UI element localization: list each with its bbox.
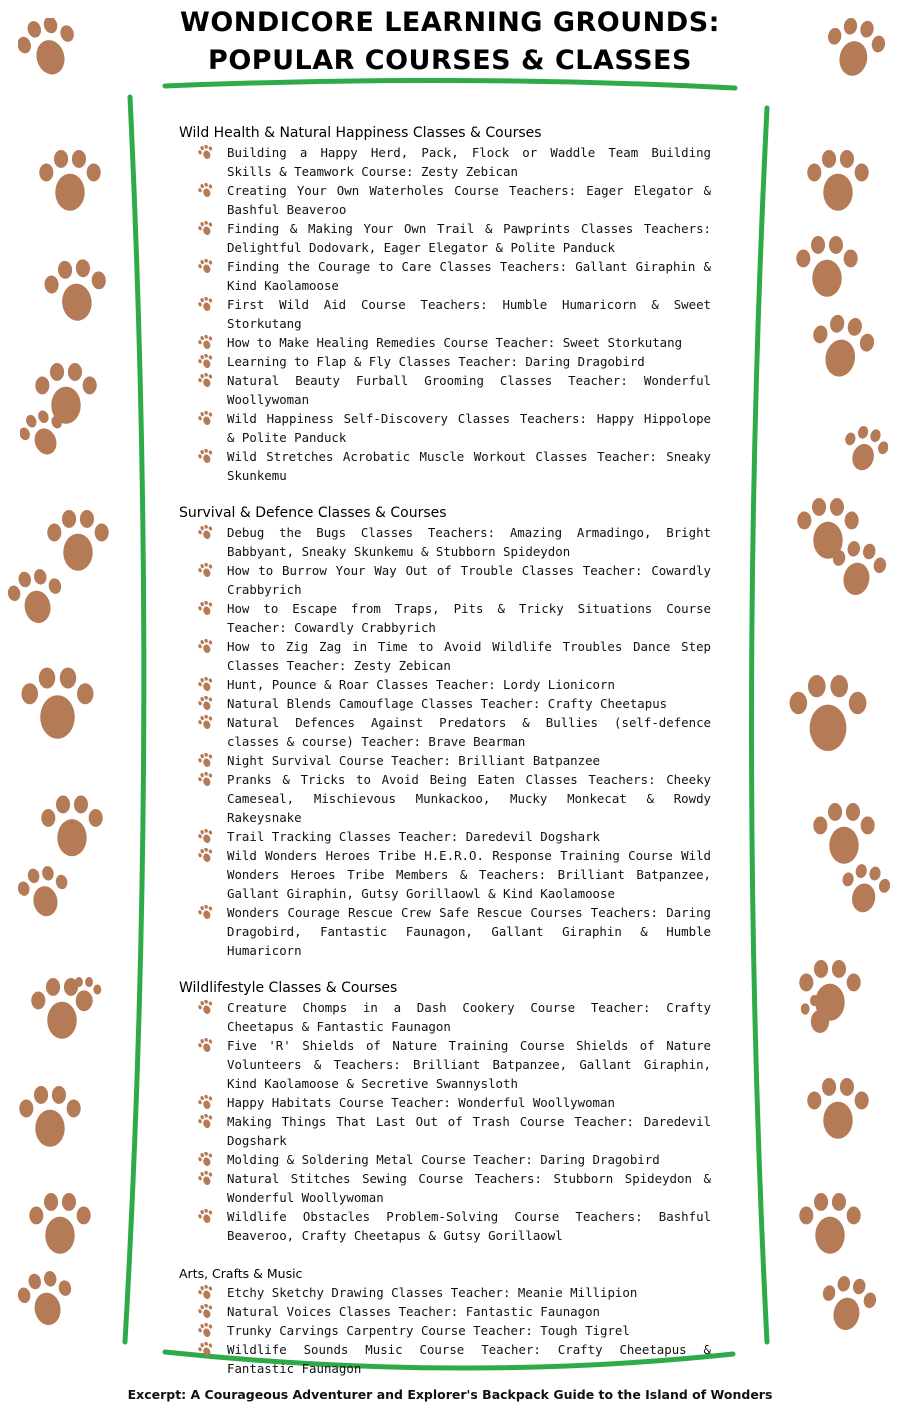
- paw-print-icon: [197, 563, 215, 578]
- list-item: [179, 827, 711, 846]
- list-item: [179, 1283, 711, 1302]
- list-item: [179, 1036, 711, 1093]
- course-text: Wonders Courage Rescue Crew Safe Rescue Courses Teachers: Daring Dragobird, Fantastic Faunagon, Gallant Giraphin & Humble Humaricorn: [227, 905, 711, 958]
- list-item: [179, 1112, 711, 1150]
- paw-print-icon: [18, 1270, 74, 1334]
- list-item: [179, 1093, 711, 1112]
- course-text: First Wild Aid Course Teachers: Humble Humaricorn & Sweet Storkutang: [227, 297, 711, 331]
- list-item: [179, 371, 711, 409]
- course-text: Wild Wonders Heroes Tribe H.E.R.O. Response Training Course Wild Wonders Heroes Tribe Members & Teachers: Brilliant Batpanzee, Gallant Giraphin, Gutsy Gorillaowl & Kind Kaolamoose: [227, 848, 711, 901]
- course-text: Wildlife Sounds Music Course Teacher: Crafty Cheetapus & Fantastic Faunagon: [227, 1342, 711, 1376]
- paw-print-icon: [197, 145, 215, 160]
- list-item: [179, 998, 711, 1036]
- course-section: [179, 979, 711, 1245]
- course-text: Pranks & Tricks to Avoid Being Eaten Classes Teachers: Cheeky Cameseal, Mischievous Munkackoo, Mucky Monkecat & Rowdy Rakeysnake: [227, 772, 711, 825]
- paw-print-icon: [197, 829, 215, 844]
- list-item: [179, 903, 711, 960]
- paw-print-icon: [8, 568, 64, 632]
- paw-print-icon: [197, 449, 215, 464]
- paw-print-icon: [197, 1114, 215, 1129]
- paw-print-icon: [197, 1171, 215, 1186]
- paw-print-icon: [197, 354, 215, 369]
- paw-print-icon: [197, 221, 215, 236]
- course-section: [179, 504, 711, 960]
- paw-print-icon: [197, 335, 215, 350]
- course-text: How to Burrow Your Way Out of Trouble Classes Teacher: Cowardly Crabbyrich: [227, 563, 711, 597]
- section-heading: Wildlifestyle Classes & Courses: [179, 980, 398, 996]
- course-text: How to Escape from Traps, Pits & Tricky Situations Course Teacher: Cowardly Crabbyrich: [227, 601, 711, 635]
- list-item: [179, 409, 711, 447]
- list-item: [179, 1340, 711, 1378]
- course-text: Natural Stitches Sewing Course Teachers: Stubborn Spideydon & Wonderful Woollywoman: [227, 1171, 711, 1205]
- list-item: [179, 637, 711, 675]
- paw-print-icon: [197, 715, 215, 730]
- list-item: [179, 713, 711, 751]
- frame-top-border: [165, 80, 735, 88]
- footer-caption: Excerpt: A Courageous Adventurer and Explorer's Backpack Guide to the Island of Wonders: [127, 1387, 773, 1402]
- list-item: [179, 295, 711, 333]
- paw-print-icon: [197, 1323, 215, 1338]
- course-text: Natural Beauty Furball Grooming Classes Teacher: Wonderful Woollywoman: [227, 373, 711, 407]
- course-text: Happy Habitats Course Teacher: Wonderful Woollywoman: [227, 1095, 615, 1110]
- course-section: [179, 1264, 711, 1378]
- paw-print-icon: [197, 1095, 215, 1110]
- paw-print-icon: [20, 635, 95, 779]
- course-text: Making Things That Last Out of Trash Course Teacher: Daredevil Dogshark: [227, 1114, 711, 1148]
- paw-print-icon: [197, 1285, 215, 1300]
- list-item: [179, 1321, 711, 1340]
- list-item: [179, 1169, 711, 1207]
- section-heading: Wild Health & Natural Happiness Classes & Courses: [179, 125, 542, 141]
- course-text: Hunt, Pounce & Roar Classes Teacher: Lordy Lionicorn: [227, 677, 615, 692]
- course-section: [179, 124, 711, 485]
- paw-print-icon: [820, 1270, 876, 1344]
- paw-print-icon: [18, 18, 78, 82]
- paw-print-icon: [197, 525, 215, 540]
- paw-print-icon: [197, 601, 215, 616]
- course-items: [179, 1283, 711, 1378]
- course-text: Trunky Carvings Carpentry Course Teacher: Tough Tigrel: [227, 1323, 630, 1338]
- course-text: Wildlife Obstacles Problem-Solving Course Teachers: Bashful Beaveroo, Crafty Cheetapus & Gutsy Gorillaowl: [227, 1209, 711, 1243]
- section-heading: Arts, Crafts & Music: [179, 1266, 303, 1281]
- list-item: [179, 333, 711, 352]
- course-text: Building a Happy Herd, Pack, Flock or Waddle Team Building Skills & Teamwork Course: Zesty Zebican: [227, 145, 711, 179]
- course-text: Molding & Soldering Metal Course Teacher: Daring Dragobird: [227, 1152, 660, 1167]
- frame-right-border: [752, 108, 768, 1342]
- paw-print-icon: [197, 183, 215, 198]
- course-text: Debug the Bugs Classes Teachers: Amazing Armadingo, Bright Babbyant, Sneaky Skunkemu & Stubborn Spideydon: [227, 525, 711, 559]
- course-text: How to Make Healing Remedies Course Teacher: Sweet Storkutang: [227, 335, 683, 350]
- course-text: Natural Blends Camouflage Classes Teacher: Crafty Cheetapus: [227, 696, 668, 711]
- frame-left-border: [125, 97, 144, 1342]
- course-text: Natural Voices Classes Teacher: Fantastic Faunagon: [227, 1304, 600, 1319]
- list-item: [179, 447, 711, 485]
- course-text: How to Zig Zag in Time to Avoid Wildlife Troubles Dance Step Classes Teacher: Zesty Zebican: [227, 639, 711, 673]
- paw-print-icon: [18, 862, 70, 928]
- course-text: Creature Chomps in a Dash Cookery Course Teacher: Crafty Cheetapus & Fantastic Faunagon: [227, 1000, 711, 1034]
- list-item: [179, 219, 711, 257]
- course-text: Finding the Courage to Care Classes Teachers: Gallant Giraphin & Kind Kaolamoose: [227, 259, 711, 293]
- list-item: [179, 1302, 711, 1321]
- course-text: Etchy Sketchy Drawing Classes Teacher: Meanie Millipion: [227, 1285, 638, 1300]
- paw-print-icon: [197, 639, 215, 654]
- paw-print-icon: [197, 411, 215, 426]
- list-item: [179, 675, 711, 694]
- paw-print-icon: [197, 259, 215, 274]
- list-item: [179, 181, 711, 219]
- course-text: Natural Defences Against Predators & Bullies (self-defence classes & course) Teacher: Brave Bearman: [227, 715, 711, 749]
- course-text: Night Survival Course Teacher: Brilliant Batpanzee: [227, 753, 600, 768]
- course-list: [179, 124, 711, 1397]
- course-items: [179, 523, 711, 960]
- paw-print-icon: [197, 1152, 215, 1167]
- paw-print-icon: [197, 677, 215, 692]
- paw-print-icon: [197, 1342, 215, 1357]
- list-item: [179, 1207, 711, 1245]
- list-item: [179, 599, 711, 637]
- paw-print-icon: [197, 1038, 215, 1053]
- list-item: [179, 846, 711, 903]
- course-text: Finding & Making Your Own Trail & Pawprints Classes Teachers: Delightful Dodovark, Eager Elegator & Polite Panduck: [227, 221, 711, 255]
- paw-print-icon: [197, 905, 215, 920]
- paw-print-icon: [20, 407, 66, 466]
- paw-print-icon: [810, 278, 874, 422]
- paw-print-icon: [197, 1000, 215, 1015]
- course-text: Trail Tracking Classes Teacher: Daredevil Dogshark: [227, 829, 600, 844]
- list-item: [179, 1150, 711, 1169]
- course-items: [179, 998, 711, 1245]
- paw-print-icon: [830, 540, 886, 604]
- paw-print-icon: [197, 848, 215, 863]
- paw-print-icon: [197, 753, 215, 768]
- title-line-1: WONDICORE LEARNING GROUNDS:: [180, 7, 720, 38]
- paw-print-icon: [197, 297, 215, 312]
- course-text: Wild Happiness Self-Discovery Classes Teachers: Happy Hippolope & Polite Panduck: [227, 411, 711, 445]
- course-text: Creating Your Own Waterholes Course Teachers: Eager Elegator & Bashful Beaveroo: [227, 183, 711, 217]
- title-line-2: POPULAR COURSES & CLASSES: [208, 45, 692, 76]
- course-items: [179, 143, 711, 485]
- list-item: [179, 352, 711, 371]
- list-item: [179, 257, 711, 295]
- paw-print-icon: [825, 18, 885, 84]
- paw-print-icon: [66, 965, 102, 1029]
- section-heading: Survival & Defence Classes & Courses: [179, 505, 447, 521]
- course-text: Five 'R' Shields of Nature Training Course Shields of Nature Volunteers & Teachers: Brilliant Batpanzee, Gallant Giraphin, Kind Kaolamoose & Secretive Swannysloth: [227, 1038, 711, 1091]
- list-item: [179, 694, 711, 713]
- list-item: [179, 561, 711, 599]
- list-item: [179, 523, 711, 561]
- list-item: [179, 770, 711, 827]
- paw-print-icon: [197, 696, 215, 711]
- paw-print-icon: [197, 373, 215, 388]
- list-item: [179, 143, 711, 181]
- list-item: [179, 751, 711, 770]
- course-text: Learning to Flap & Fly Classes Teacher: Daring Dragobird: [227, 354, 645, 369]
- paw-print-icon: [197, 1209, 215, 1224]
- paw-print-icon: [197, 772, 215, 787]
- paw-print-icon: [197, 1304, 215, 1319]
- course-text: Wild Stretches Acrobatic Muscle Workout Classes Teacher: Sneaky Skunkemu: [227, 449, 711, 483]
